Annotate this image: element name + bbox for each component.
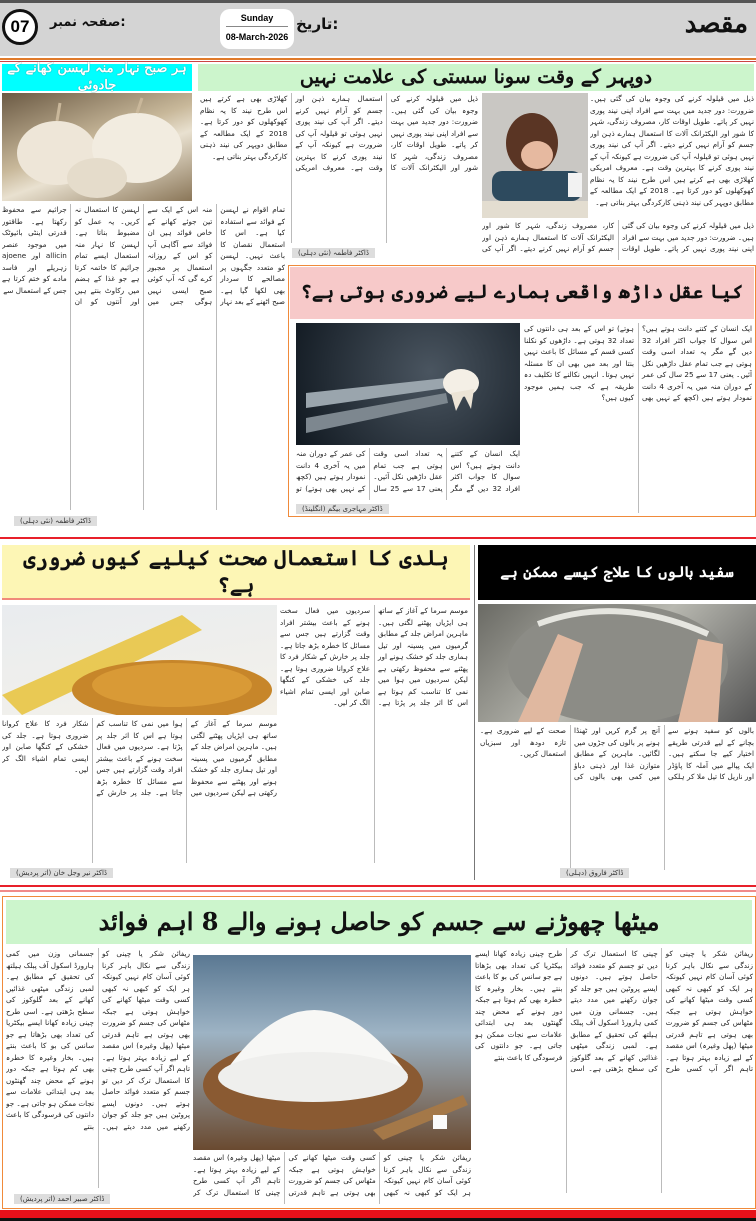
- sugar-bowl-illustration: [193, 955, 471, 1150]
- sugar-body-right: ریفائن شکر یا چینی کو زندگی سے نکال باہر کرنا کوئی آسان کام نہیں کیونکہ ہر ایک کو کبھی نہ کبھی کسی وقت میٹھا کھانے کی خواہش ہوتی ہے جبکہ مٹھاس کی جسم کو ضرورت بھی ہوتی ہے تاہم قدرتی میٹھا (پھل وغیرہ) اس مقصد کے لیے زیادہ بہتر ہوتا ہے۔ تاہم اگر آپ کسی طرح چینی کا استعمال ترک کر دیں تو جسم کو متعدد فوائد حاصل ہوتے ہیں۔ دونوں ایسے پروٹین ہیں جو جلد کو جوان رکھنے میں مدد دیتے ہیں۔ جسمانی وزن میں کمی ہارورڈ اسکول آف پبلک ہیلتھ کی تحقیق کے مطابق ہے۔ لمبی زندگی میٹھی غذائیں کھانے کے بعد گلوکوز کی سطح بڑھتی ہے۔ اسی طرح چینی زیادہ کھانا ایسے بیکٹریا کی تعداد بھی بڑھاتا ہے جو سانس کی بو کا باعث بنتے ہیں۔ بخار وغیرہ کا خطرہ بھی کم ہوتا ہے جبکہ دور ہونے کے محض چند گھنٹوں بعد ہی ابتدائی علامات سے نجات ممکن ہو جاتی ہے۔ جو دانتوں کی فرسودگی کا باعث بنتے: [475, 949, 753, 1073]
- garlic-headline: ہر صبح نہار منہ لہسن کھانے کے جادوئی: [2, 64, 192, 91]
- turmeric-body-lower: موسم سرما کے آغاز کے ساتھ ہی ایڑیاں پھٹنے لگتی ہیں۔ ماہرین امراض جلد کے مطابق گرمیوں میں پسینہ اور تیل ہماری جلد کو خشک ہونے اور پھٹنے سے محفوظ رکھتی ہے لیکن سردیوں میں ہوا میں نمی کا تناسب کم ہوتا ہے اس کا اثر جلد پر پڑتا ہے۔ سردیوں میں فعال سخت ہونے کے باعث بیشتر افراد وقت گزارتے ہیں جس سے مسائل کا خطرہ بڑھ جاتا ہے۔ جلد پر خارش کے شکار فرد کا علاج کروانا ضروری ہوتا ہے۔ جلد کی خشکی کے کنگھا صابن اور ایسی تمام اشیاء الگ کر لیں۔: [2, 719, 277, 797]
- turmeric-oil-illustration: [2, 605, 277, 715]
- section-divider-double: [0, 885, 756, 892]
- turmeric-image: [2, 605, 277, 715]
- day: Sunday: [226, 9, 288, 27]
- nap-body: ذیل میں قیلولہ کرنے کی وجوہ بیان کی گئی ہیں۔ ضرورت: دور جدید میں بہت سے افراد اپنی نیند پوری نہیں کر پاتے۔ طویل اوقات کار، مصروف زندگی، شہر کا شور اور الیکٹرانک آلات کا استعمال ہمارے ذہن اور جسم کو آرام نہیں کرنے دیتے۔ اگر آپ کی نیند پوری نہیں ہوئی تو قیلولہ آپ کی ضرورت ہے کیونکہ آپ کے نیند پوری کرنے کا بہترین وقت ہے۔ معروف امریکی کھلاڑی بھی ہے کرتے ہیں اس طرح نیند کا یہ نظام کھوکھلوں کو دور کرتا ہے۔ 2018 کے ایک مطالعہ کے مطابق دوپہر کی نیند ذہنی کارکردگی بہتر بناتی ہے۔: [200, 94, 478, 172]
- wisdom-tooth-image: [296, 323, 520, 445]
- date-label: تاریخ:: [296, 15, 339, 33]
- hair-byline: ڈاکٹر فاروق (دہلی): [560, 868, 629, 878]
- sugar-bowl-image: [193, 955, 471, 1150]
- nap-body-lower: ذیل میں قیلولہ کرنے کی وجوہ بیان کی گئی ہیں۔ ضرورت: دور جدید میں بہت سے افراد اپنی نیند پوری نہیں کر پاتے۔ طویل اوقات کار، مصروف زندگی، شہر کا شور اور الیکٹرانک آلات کا استعمال ہمارے ذہن اور جسم کو آرام نہیں کرنے دیتے۔ اگر آپ کی: [482, 221, 754, 253]
- sugar-headline: میٹھا چھوڑنے سے جسم کو حاصل ہونے والے 8 اہم فوائد: [6, 900, 752, 944]
- date-box: [220, 9, 294, 49]
- teeth-byline: ڈاکٹر مہاجری بیگم (انگلینڈ): [296, 504, 389, 514]
- garlic-image: [2, 93, 192, 201]
- garlic-bulbs-illustration: [2, 93, 192, 201]
- hair-body: بالوں کو سفید ہونے سے بچانے کے لیے قدرتی طریقے اختیار کیے جا سکتے ہیں۔ ایک پیالے میں آملہ کا پاؤڈر اور ناریل کا تیل ملا کر ہلکی آنچ پر گرم کریں اور ٹھنڈا ہونے پر بالوں کی جڑوں میں لگائیں۔ ماہرین کے مطابق متوازن غذا اور ذہنی دباؤ میں کمی بھی بالوں کی صحت کے لیے ضروری ہے۔ تازہ دودھ اور سبزیاں استعمال کریں۔: [480, 726, 754, 781]
- hair-headline: سفید بالوں کا علاج کیسے ممکن ہے: [478, 545, 756, 600]
- teeth-headline: کیا عقل داڑھ واقعی ہمارے لیے ضروری ہوتی ہے؟: [290, 267, 754, 319]
- teeth-body-lower: ایک انسان کے کتنے دانت ہوتے ہیں؟ اس سوال کا جواب اکثر افراد 32 دیں گے مگر یہ تعداد اسی وقت ہوتی ہے جب تمام عقل داڑھیں نکل آئیں۔ یعنی 17 سے 25 سال کی عمر کے دوران منہ میں یہ آخری 4 دانت نمودار ہوتے ہیں (کچھ کے نہیں بھی ہوتے) تو: [296, 449, 520, 493]
- teeth-body: ایک انسان کے کتنے دانت ہوتے ہیں؟ اس سوال کا جواب اکثر افراد 32 دیں گے مگر یہ تعداد اسی وقت ہوتی ہے جب تمام عقل داڑھیں نکل آئیں۔ یعنی 17 سے 25 سال کی عمر کے دوران منہ میں یہ آخری 4 دانت نمودار ہوتے ہیں (کچھ کے نہیں بھی ہوتے) تو اس کے بعد ہی دانتوں کی تعداد 32 ہوتی ہے۔ داڑھوں کو نکلنا کسی قسم کے مسائل کا باعث نہیں بنتا اور بعد میں بھی ان کا مسئلہ نہیں ہوتا۔ انہیں نکالنے کا تکلیف دہ طریقہ ہے کہ جب ہمیں موجود کیوں ہیں؟: [524, 324, 752, 402]
- grey-hair-image: [478, 604, 756, 722]
- footer-bar: [0, 1210, 756, 1221]
- page-label: صفحہ نمبر:: [50, 15, 126, 30]
- sugar-byline: ڈاکٹر صبیر احمد (اتر پردیش): [14, 1194, 110, 1204]
- nap-byline: ڈاکٹر فاطمہ (نئی دہلی): [292, 248, 375, 258]
- sleeping-woman-illustration: [482, 93, 588, 218]
- garlic-body: تمام اقوام نے لہسن کے فوائد سے استفادہ کیا ہے۔ اس کا استعمال نقصان کا باعث نہیں۔ لہسن کو متعدد جگہوں پر مصالحے کا سردار بھی لکھا گیا ہے۔ صبح اٹھنے کے بعد نہار منہ اس کے ایک سے تین جوئے کھانے کے خاص فوائد ہیں ان فوائد سے آگاہی آپ کو اس کے روزانہ استعمال پر مجبور کرے گی کہ آپ کوئی صبح ایسی نہیں ہوگی جس میں لہسن کا استعمال نہ کریں۔ یہ عمل کو مضبوط بناتا ہے۔ لہسن کا نہار منہ استعمال ایسے تمام جراثیم کا خاتمہ کرتا ہے جو غذا کے ہضم میں رکاوٹ بنتے ہیں اور آنتوں کو ان جراثیم سے محفوظ رکھتا ہے۔ طاقتور قدرتی اینٹی بائیوٹک میں موجود عنصر allicin اور ajoene زہریلے اور فاسد مادے کو ختم کرتا ہے جس کے استعمال سے: [2, 205, 285, 306]
- nap-headline: دوپہر کے وقت سونا سستی کی علامت نہیں: [198, 64, 754, 91]
- masthead: [0, 0, 756, 56]
- garlic-byline: ڈاکٹر فاطمہ (نئی دہلی): [14, 516, 97, 526]
- page-number: 07: [2, 9, 38, 45]
- column-divider: [474, 545, 475, 880]
- nap-body-intro: ذیل میں قیلولہ کرنے کی وجوہ بیان کی گئی ہیں۔ ضرورت: دور جدید میں بہت سے افراد اپنی نیند پوری نہیں کر پاتے۔ طویل اوقات کار، مصروف زندگی، شہر کا شور اور الیکٹرانک آلات کا استعمال ہمارے ذہن اور جسم کو آرام نہیں کرنے دیتے۔ اگر آپ کی نیند پوری نہیں ہوئی تو قیلولہ آپ کی ضرورت ہے کیونکہ آپ کے نیند پوری کرنے کا بہترین وقت ہے۔ معروف امریکی کھلاڑی بھی ہے کرتے ہیں اس طرح نیند کا یہ نظام کھوکھلوں کو دور کرتا ہے۔ 2018 کے ایک مطالعہ کے مطابق دوپہر کی نیند ذہنی کارکردگی بہتر بناتی ہے۔: [590, 94, 754, 207]
- turmeric-headline: ہلدی کا استعمال صحت کیلیے کیوں ضروری ہے؟: [2, 545, 470, 600]
- sugar-body-lower: ریفائن شکر یا چینی کو زندگی سے نکال باہر کرنا کوئی آسان کام نہیں کیونکہ ہر ایک کو کبھی نہ کبھی کسی وقت میٹھا کھانے کی خواہش ہوتی ہے جبکہ مٹھاس کی جسم کو ضرورت بھی ہوتی ہے تاہم قدرتی میٹھا (پھل وغیرہ) اس مقصد کے لیے زیادہ بہتر ہوتا ہے۔ تاہم اگر آپ کسی طرح چینی کا استعمال ترک کر: [193, 1153, 471, 1197]
- section-divider: [0, 537, 756, 539]
- sugar-body-left: ریفائن شکر یا چینی کو زندگی سے نکال باہر کرنا کوئی آسان کام نہیں کیونکہ ہر ایک کو کبھی نہ کبھی کسی وقت میٹھا کھانے کی خواہش ہوتی ہے جبکہ مٹھاس کی جسم کو ضرورت بھی ہوتی ہے تاہم قدرتی میٹھا (پھل وغیرہ) اس مقصد کے لیے زیادہ بہتر ہوتا ہے۔ تاہم اگر آپ کسی طرح چینی کا استعمال ترک کر دیں تو جسم کو متعدد فوائد حاصل ہوتے ہیں۔ دونوں ایسے پروٹین ہیں جو جلد کو جوان رکھنے میں مدد دیتے ہیں۔ جسمانی وزن میں کمی ہارورڈ اسکول آف پبلک ہیلتھ کی تحقیق کے مطابق ہے۔ لمبی زندگی میٹھی غذائیں کھانے کے بعد گلوکوز کی سطح بڑھتی ہے۔ اسی طرح چینی زیادہ کھانا ایسے بیکٹریا کی تعداد بھی بڑھاتا ہے جو سانس کی بو کا باعث بنتے ہیں۔ بخار وغیرہ کا خطرہ بھی کم ہوتا ہے جبکہ دور ہونے کے محض چند گھنٹوں بعد ہی ابتدائی علامات سے نجات ممکن ہو جاتی ہے۔ جو دانتوں کی فرسودگی کا باعث بنتے: [6, 949, 190, 1131]
- date: 08-March-2026: [225, 32, 289, 42]
- newspaper-logo: مقصد: [684, 9, 748, 39]
- sleeping-woman-image: [482, 93, 588, 218]
- turmeric-byline: ڈاکٹر نیر وجل خان (اتر پردیش): [10, 868, 113, 878]
- turmeric-body: موسم سرما کے آغاز کے ساتھ ہی ایڑیاں پھٹنے لگتی ہیں۔ ماہرین امراض جلد کے مطابق گرمیوں میں پسینہ اور تیل ہماری جلد کو خشک ہونے اور پھٹنے سے محفوظ رکھتی ہے لیکن سردیوں میں ہوا میں نمی کا تناسب کم ہوتا ہے اس کا اثر جلد پر پڑتا ہے۔ سردیوں میں فعال سخت ہونے کے باعث بیشتر افراد وقت گزارتے ہیں جس سے مسائل کا خطرہ بڑھ جاتا ہے۔ جلد پر خارش کے شکار فرد کا علاج کروانا ضروری ہوتا ہے۔ جلد کی خشکی کے کنگھا صابن اور ایسی تمام اشیاء الگ کر لیں۔: [280, 606, 468, 707]
- grey-hair-illustration: [478, 604, 756, 722]
- forceps-tooth-illustration: [296, 323, 520, 445]
